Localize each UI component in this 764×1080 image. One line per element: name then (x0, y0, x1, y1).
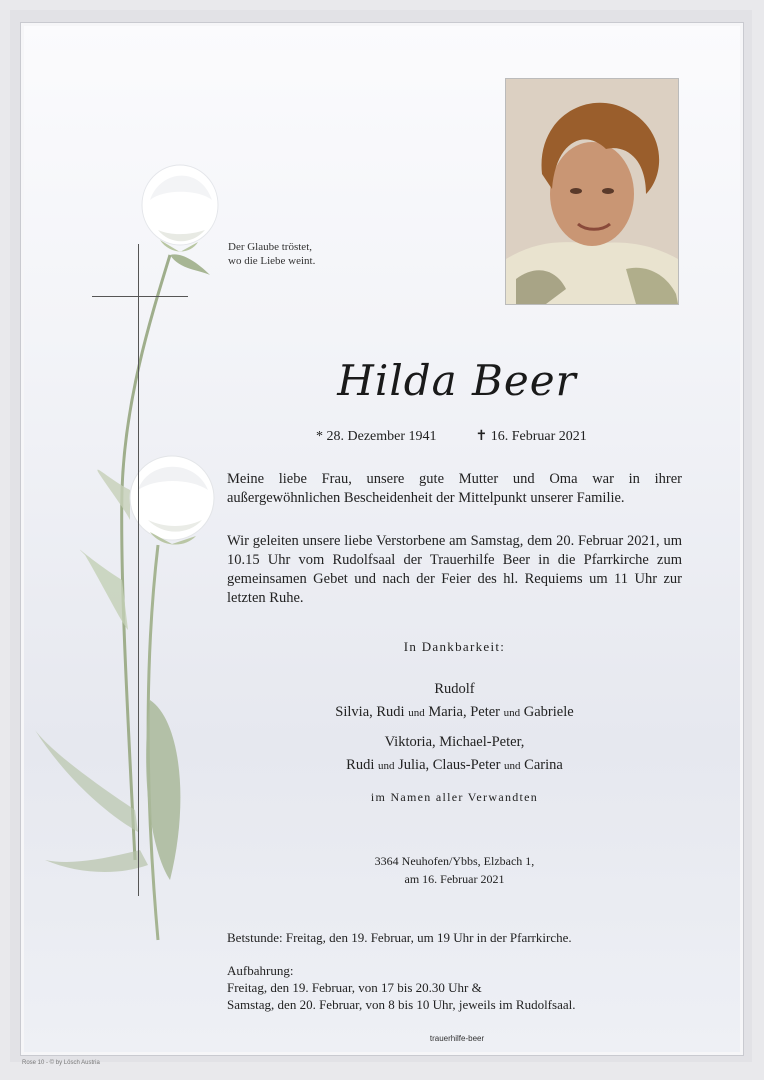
address-line-2: am 16. Februar 2021 (404, 872, 505, 886)
children-names-c: Gabriele (523, 704, 574, 720)
conjunction: und (408, 707, 425, 719)
relatives-line: im Namen aller Verwandten (370, 790, 539, 804)
grandchildren-names-a: Rudi (346, 757, 375, 773)
betstunde-info: Betstunde: Freitag, den 19. Februar, um 19 Uhr in der Pfarrkirche. (227, 930, 572, 945)
address-block (227, 852, 682, 888)
portrait-photo (505, 78, 679, 305)
family-husband: Rudolf (434, 681, 475, 697)
quote-line-2: wo die Liebe weint. (228, 255, 316, 267)
viewing-line-1: Freitag, den 19. Februar, von 17 bis 20.30 Uhr & (227, 980, 482, 995)
conjunction: und (504, 760, 521, 772)
deceased-name: Hilda Beer (337, 356, 577, 405)
children-names-b: Maria, Peter (428, 704, 501, 720)
rose-illustration (30, 160, 230, 980)
viewing-info (227, 962, 682, 1013)
family-grandchildren-line-1: Viktoria, Michael-Peter, (384, 734, 525, 750)
address-line-1: 3364 Neuhofen/Ybbs, Elzbach 1, (374, 854, 535, 868)
family-list (227, 678, 682, 778)
gratitude-heading: In Dankbarkeit: (403, 639, 506, 654)
death-date: ✝ 16. Februar 2021 (475, 429, 587, 444)
family-grandchildren-line-2 (227, 754, 682, 778)
conjunction: und (378, 760, 395, 772)
conjunction: und (503, 707, 521, 719)
paragraph-funeral-info: Wir geleiten unsere liebe Verstorbene am Samstag, dem 20. Februar 2021, um 10.15 Uhr vom Rudolfsaal der Trauerhilfe Beer in die Pfarrkirche zum gemeinsamen Gebet und nach der Feier des hl. Requiems um 11 Uhr zur letzten Ruhe. (227, 533, 682, 606)
grandchildren-names-b: Julia, Claus-Peter (398, 757, 501, 773)
family-children (227, 701, 682, 725)
quote (228, 240, 315, 268)
paragraph-tribute: Meine liebe Frau, unsere gute Mutter und Oma war in ihrer außergewöhnlichen Bescheidenheit der Mittelpunkt unserer Familie. (227, 471, 682, 506)
footer-brand: trauerhilfe-beer (429, 1034, 485, 1043)
birth-date: * 28. Dezember 1941 (316, 429, 437, 444)
quote-line-1: Der Glaube tröstet, (228, 241, 312, 253)
grandchildren-names-c: Carina (524, 757, 563, 773)
viewing-line-2: Samstag, den 20. Februar, von 8 bis 10 Uhr, jeweils im Rudolfsaal. (227, 997, 576, 1012)
viewing-title: Aufbahrung: (227, 963, 294, 978)
cross-vertical-line (138, 244, 139, 896)
life-dates (316, 428, 587, 445)
copyright-note: Rose 10 - © by Lösch Austria (22, 1060, 100, 1066)
children-names-a: Silvia, Rudi (335, 704, 405, 720)
cross-horizontal-line (92, 296, 188, 297)
